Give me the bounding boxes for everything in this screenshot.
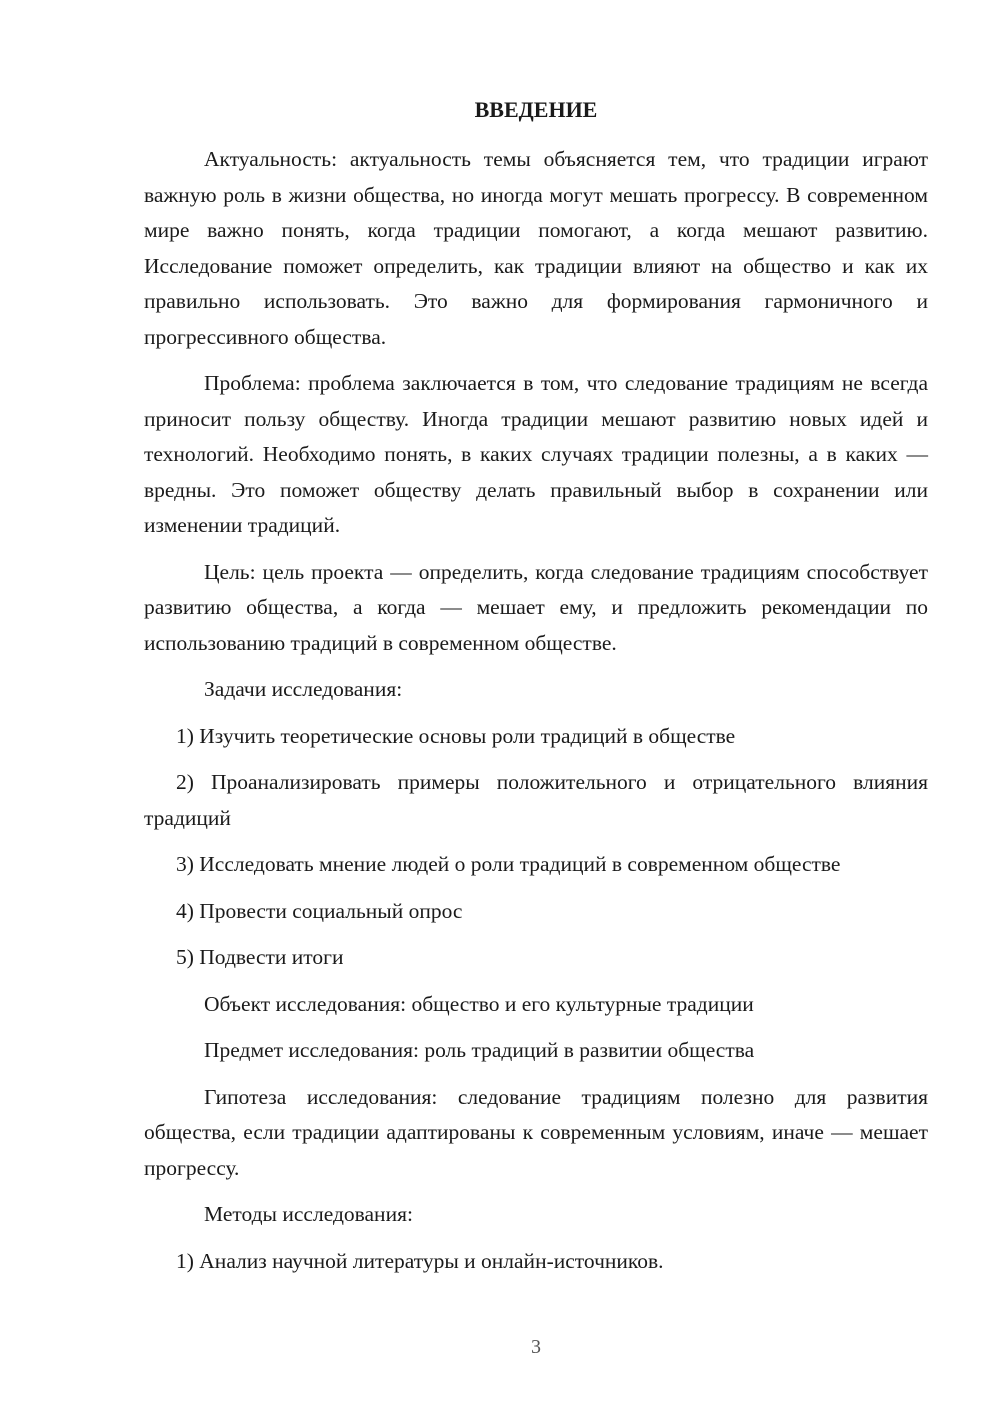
task-item-1: 1) Изучить теоретические основы роли традиций в обществе	[176, 723, 736, 748]
tasks-heading: Задачи исследования:	[204, 677, 403, 701]
task-item-2: 2) Проанализировать примеры положительного и отрицательного влияния традиций	[144, 770, 928, 830]
page-number: 3	[531, 1336, 541, 1358]
problem-paragraph: Проблема: проблема заключается в том, что следование традициям не всегда приносит пользу обществу. Иногда традиции мешают развитию новых идей и технологий. Необходимо понять, в каких случаях традиции полезны, а в каких — вредны. Это поможет обществу делать правильный выбор в сохранении или изменении традиций.	[144, 371, 928, 537]
task-item-3: 3) Исследовать мнение людей о роли традиций в современном обществе	[176, 852, 841, 876]
relevance-paragraph: Актуальность: актуальность темы объясняется тем, что традиции играют важную роль в жизни общества, но иногда могут мешать прогрессу. В современном мире важно понять, когда традиции помогают, а когда мешают развитию. Исследование поможет определить, как традиции влияют на общество и как их правильно использовать. Это важно для формирования гармоничного и прогрессивного общества.	[144, 147, 928, 349]
task-item-4: 4) Провести социальный опрос	[176, 898, 463, 923]
method-item-1: 1) Анализ научной литературы и онлайн-источников.	[176, 1248, 664, 1273]
methods-heading: Методы исследования:	[204, 1202, 413, 1226]
task-item-5: 5) Подвести итоги	[176, 945, 344, 969]
subject-paragraph: Предмет исследования: роль традиций в развитии общества	[204, 1038, 755, 1062]
hypothesis-paragraph: Гипотеза исследования: следование традициям полезно для развития общества, если традиции адаптированы к современным условиям, иначе — мешает прогрессу.	[144, 1084, 928, 1180]
goal-paragraph: Цель: цель проекта — определить, когда следование традициям способствует развитию общества, а когда — мешает ему, и предложить рекомендации по использованию традиций в современном обществе.	[144, 559, 928, 655]
object-paragraph: Объект исследования: общество и его культурные традиции	[204, 991, 754, 1016]
page-title: ВВЕДЕНИЕ	[474, 97, 598, 122]
document-body	[144, 142, 928, 1290]
document-page	[144, 0, 928, 1414]
